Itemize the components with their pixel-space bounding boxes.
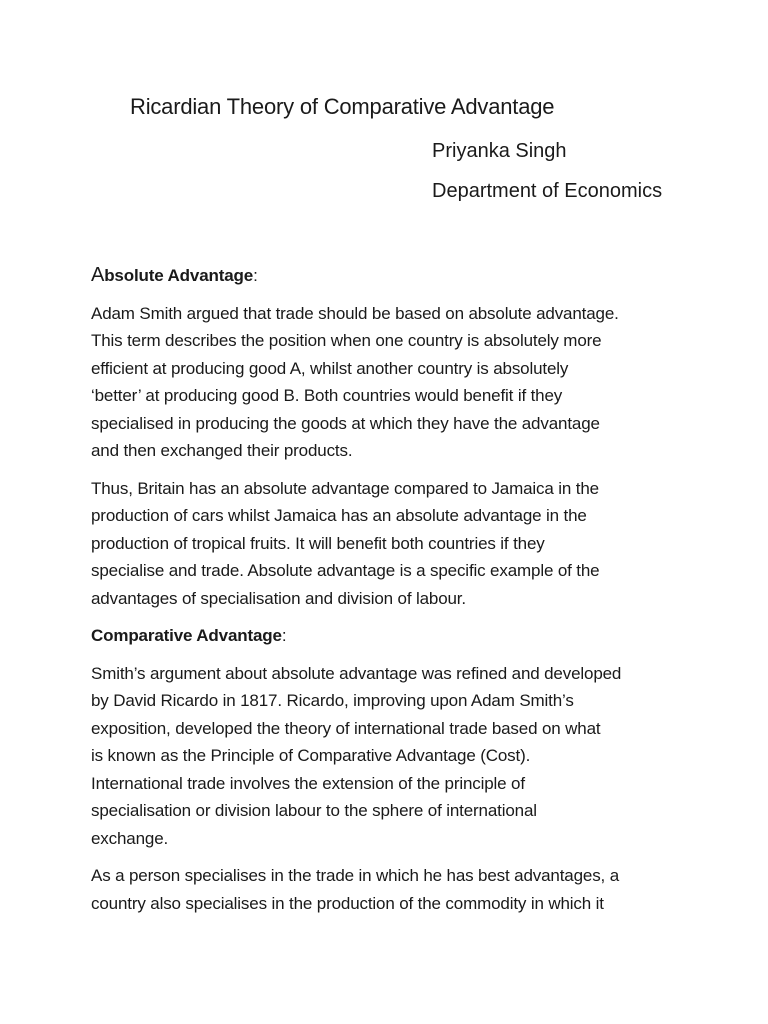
text-line: specialised in producing the goods at which they have the advantage xyxy=(91,413,600,433)
text-line: This term describes the position when one country is absolutely more xyxy=(91,331,602,350)
section-heading-comparative-advantage xyxy=(91,622,691,650)
heading-initial-letter: A xyxy=(91,264,105,286)
text-line: efficient at producing good A, whilst another country is absolutely xyxy=(91,358,569,378)
text-line: As a person specialises in the trade in which he has best advantages, a xyxy=(91,866,620,885)
text-line: Adam Smith argued that trade should be based on absolute advantage. xyxy=(91,303,619,323)
heading-colon: : xyxy=(281,626,287,645)
heading-colon: : xyxy=(253,266,258,285)
paragraph xyxy=(91,862,691,917)
text-line: and then exchanged their products. xyxy=(91,441,353,460)
heading-text: Comparative Advantage xyxy=(91,626,282,645)
text-line: International trade involves the extension of the principle of xyxy=(91,773,525,793)
text-line: exchange. xyxy=(91,828,169,848)
text-line: is known as the Principle of Comparative Advantage (Cost). xyxy=(91,746,531,765)
text-line: by David Ricardo in 1817. Ricardo, improving upon Adam Smith’s xyxy=(91,691,574,710)
section-heading-absolute-advantage xyxy=(91,262,691,290)
department-name: Department of Economics xyxy=(432,180,663,202)
document-title: Ricardian Theory of Comparative Advantage xyxy=(130,94,555,119)
author-name: Priyanka Singh xyxy=(432,140,567,162)
paragraph xyxy=(91,300,691,465)
paragraph xyxy=(91,660,691,853)
text-line: specialise and trade. Absolute advantage is a specific example of the xyxy=(91,561,600,580)
text-line: production of cars whilst Jamaica has an absolute advantage in the xyxy=(91,506,587,525)
text-line: production of tropical fruits. It will benefit both countries if they xyxy=(91,533,545,553)
text-line: country also specialises in the production of the commodity in which it xyxy=(91,893,604,913)
paragraph xyxy=(91,475,691,613)
text-line: exposition, developed the theory of international trade based on what xyxy=(91,718,601,738)
text-line: Thus, Britain has an absolute advantage compared to Jamaica in the xyxy=(91,478,599,498)
document-body xyxy=(91,262,691,927)
text-line: Smith’s argument about absolute advantage was refined and developed xyxy=(91,663,622,683)
text-line: advantages of specialisation and division of labour. xyxy=(91,588,466,608)
heading-text: bsolute Advantage xyxy=(104,266,254,285)
text-line: specialisation or division labour to the sphere of international xyxy=(91,801,537,820)
text-line: ‘better’ at producing good B. Both countries would benefit if they xyxy=(91,386,563,405)
